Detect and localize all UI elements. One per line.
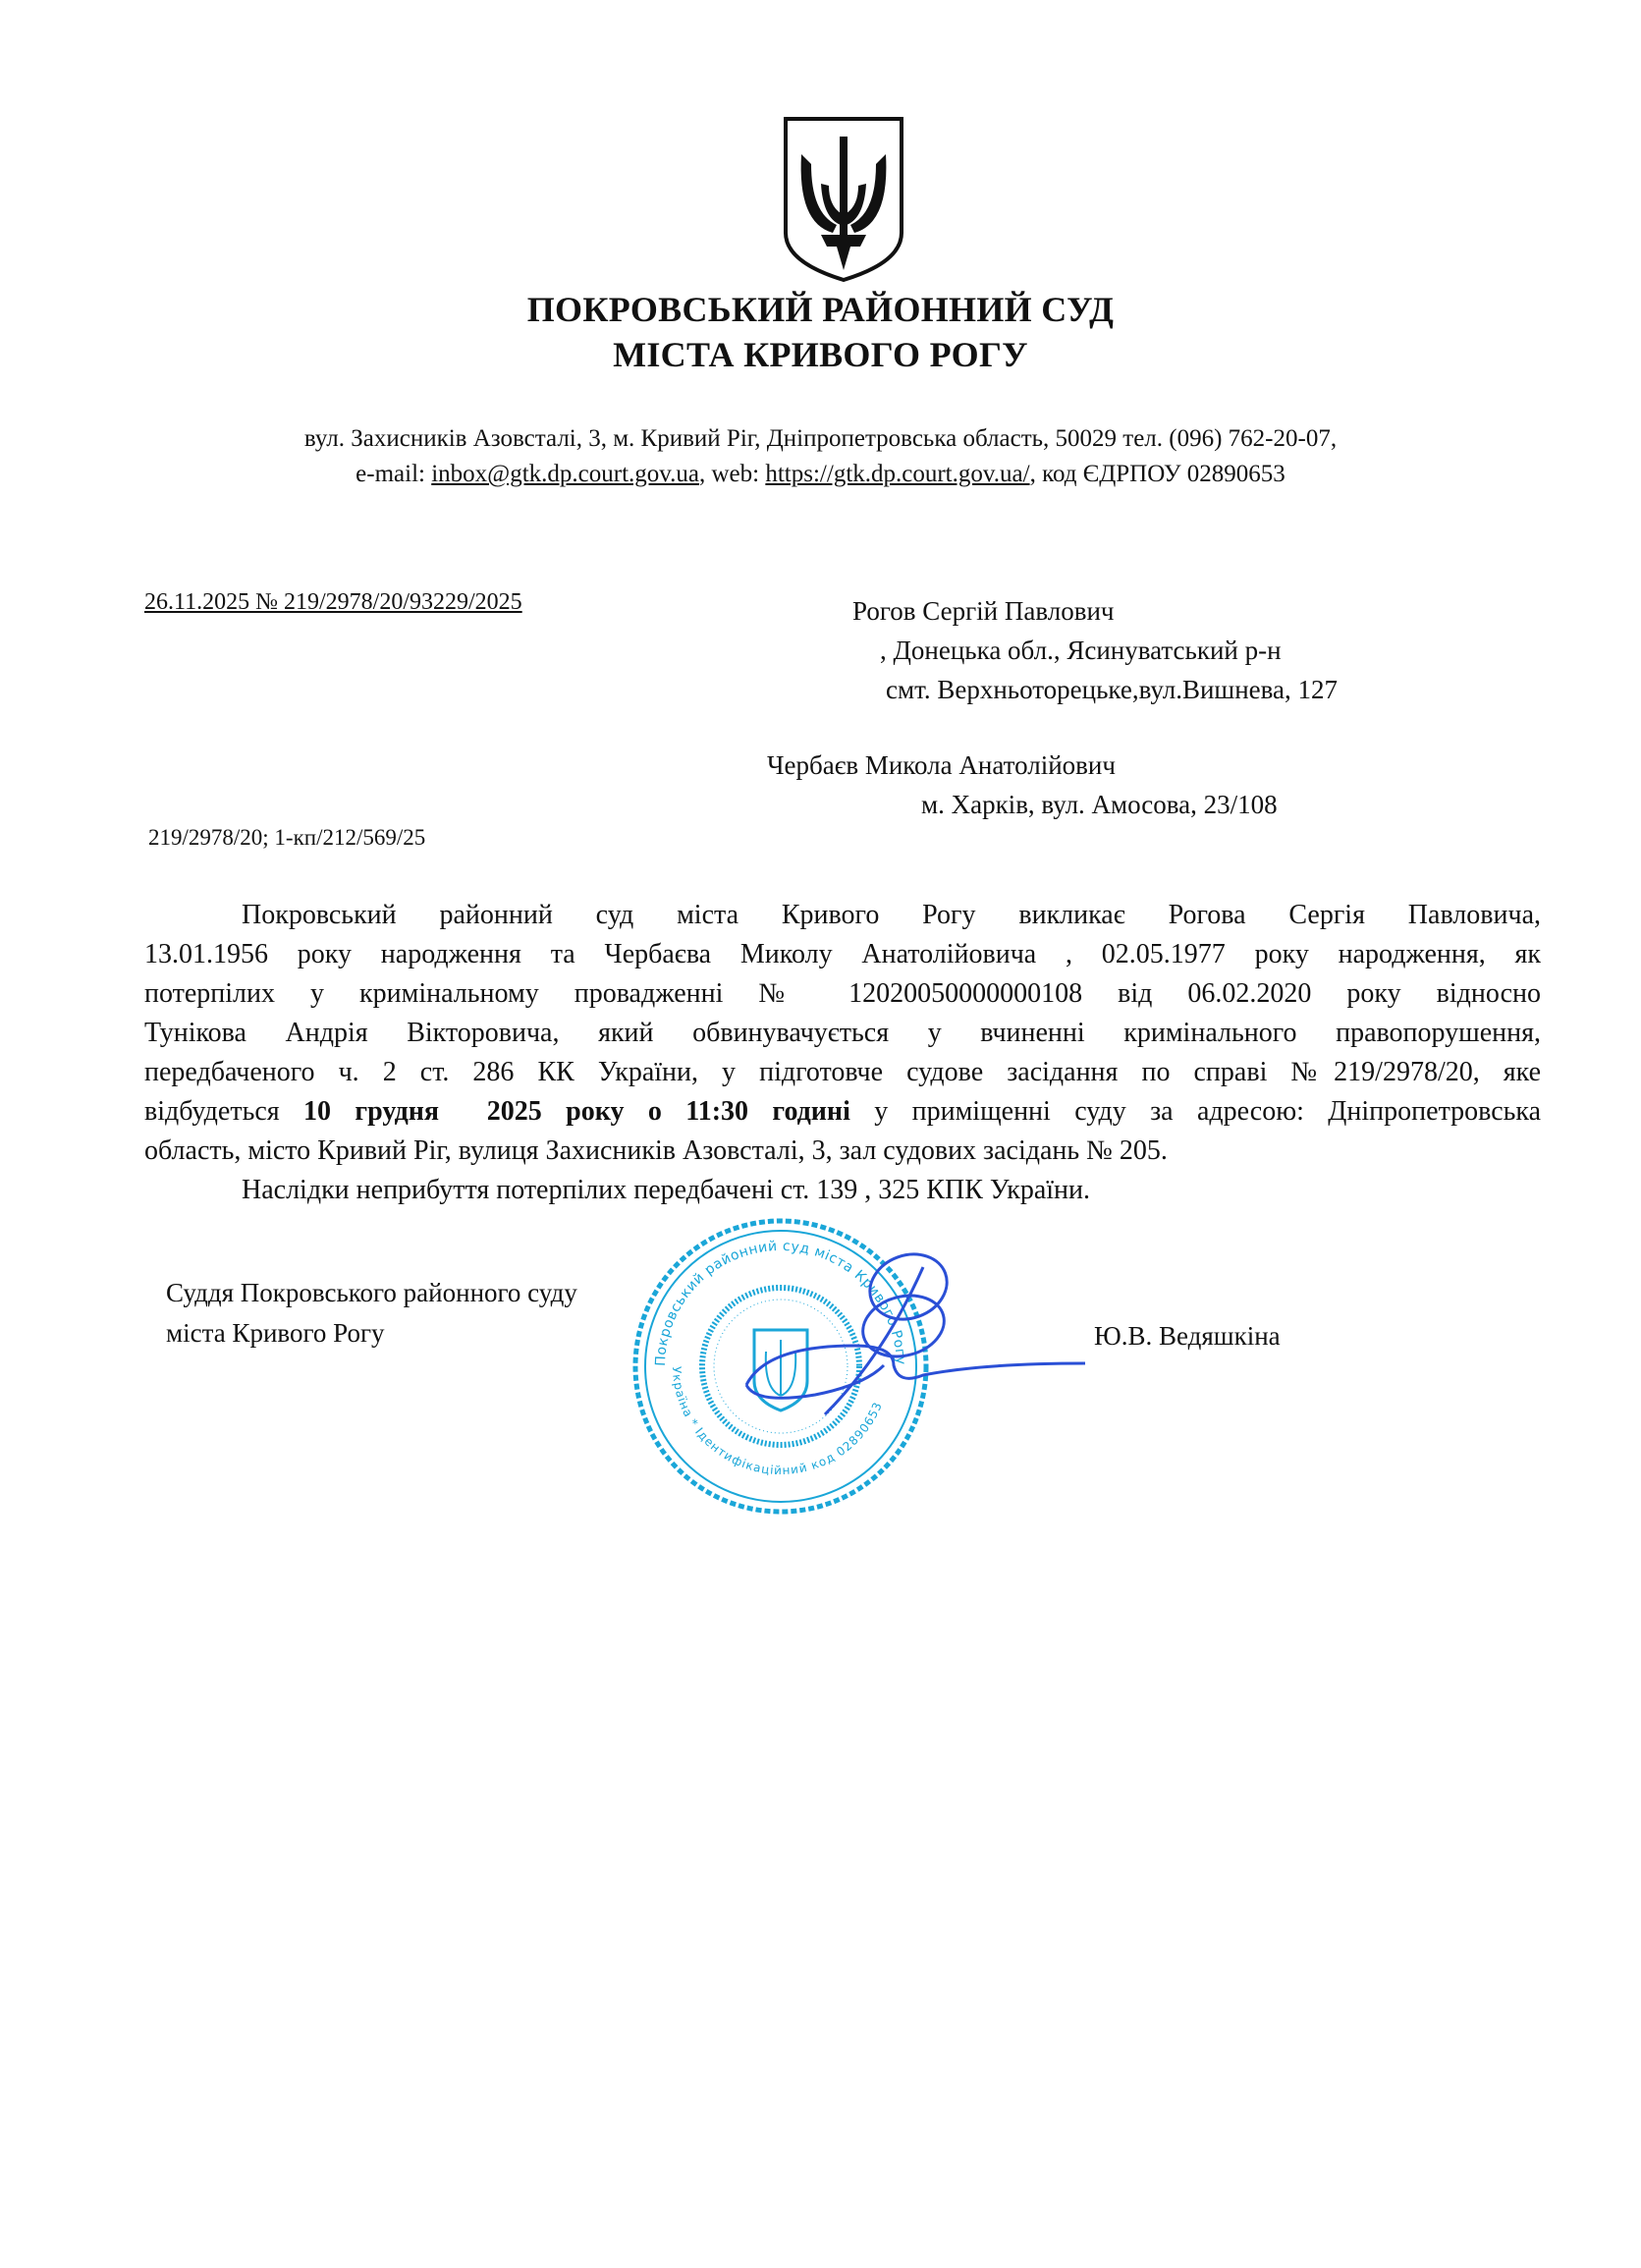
body-line: передбаченого ч. 2 ст. 286 КК України, у підготовче судове засідання по справі №219/2978/20, яке xyxy=(144,1057,1541,1087)
body-line: 13.01.1956 року народження та Чербаєва Миколу Анатолійовича , 02.05.1977 року народження, як xyxy=(144,939,1541,969)
stamp-outer-text: Покровський районний суд міста Кривого Рогу xyxy=(652,1238,909,1367)
recipient-2-address-line1: м. Харків, вул. Амосова, 23/108 xyxy=(921,790,1278,819)
recipient-1-name: Рогов Сергій Павлович xyxy=(852,596,1115,626)
judge-position-line2: міста Кривого Рогу xyxy=(166,1318,385,1348)
email-label: e-mail: xyxy=(356,461,432,487)
handwritten-signature xyxy=(727,1247,1090,1424)
recipient-1-address-line1: , Донецька обл., Ясинуватський р-н xyxy=(880,636,1282,665)
outgoing-date-number: 26.11.2025 № 219/2978/20/93229/2025 xyxy=(144,589,522,615)
court-contacts xyxy=(0,460,1641,489)
web-label: , web: xyxy=(699,461,766,487)
case-reference: 219/2978/20; 1-кп/212/569/25 xyxy=(148,825,426,850)
body-line-hearing-date xyxy=(144,1092,1541,1132)
recipient-1-address-line2: смт. Верхньоторецьке,вул.Вишнева, 127 xyxy=(886,675,1339,704)
hearing-post: у приміщенні суду за адресою: Дніпропетровська xyxy=(849,1096,1541,1127)
summons-body xyxy=(144,896,1541,1210)
hearing-pre: відбудеться xyxy=(144,1096,304,1127)
hearing-datetime: 10 грудня 2025 року о 11:30 годині xyxy=(303,1096,850,1127)
stamp-inner-text: Україна * Ідентифікаційний код 02890653 xyxy=(669,1365,885,1478)
judge-position-line1: Суддя Покровського районного суду xyxy=(166,1278,577,1307)
court-name-line2: МІСТА КРИВОГО РОГУ xyxy=(613,335,1028,374)
consequences-line: Наслідки неприбуття потерпілих передбачені ст. 139 , 325 КПК України. xyxy=(242,1175,1091,1205)
body-line: потерпілих у кримінальному провадженні № 12020050000000108 від 06.02.2020 року відносно xyxy=(144,978,1541,1009)
court-address: вул. Захисників Азовсталі, 3, м. Кривий Ріг, Дніпропетровська область, 50029 тел. (096) 762-20-07, xyxy=(303,425,1338,452)
body-line: область, місто Кривий Ріг, вулиця Захисників Азовсталі, 3, зал судових засідань № 205. xyxy=(144,1135,1168,1166)
court-name-line1: ПОКРОВСЬКИЙ РАЙОННИЙ СУД xyxy=(526,290,1115,329)
judge-name: Ю.В. Ведяшкіна xyxy=(1094,1321,1281,1351)
web-link[interactable]: https://gtk.dp.court.gov.ua/ xyxy=(765,461,1030,487)
body-line: Покровський районний суд міста Кривого Рогу викликає Рогова Сергія Павловича, xyxy=(242,900,1541,930)
email-link[interactable]: inbox@gtk.dp.court.gov.ua xyxy=(431,461,699,487)
recipient-2-name: Чербаєв Микола Анатолійович xyxy=(767,750,1116,780)
edrpou-code: , код ЄДРПОУ 02890653 xyxy=(1029,461,1285,487)
coat-of-arms-emblem xyxy=(782,115,905,284)
body-line: Тунікова Андрія Вікторовича, який обвинувачується у вчиненні кримінального правопорушення, xyxy=(144,1018,1541,1048)
